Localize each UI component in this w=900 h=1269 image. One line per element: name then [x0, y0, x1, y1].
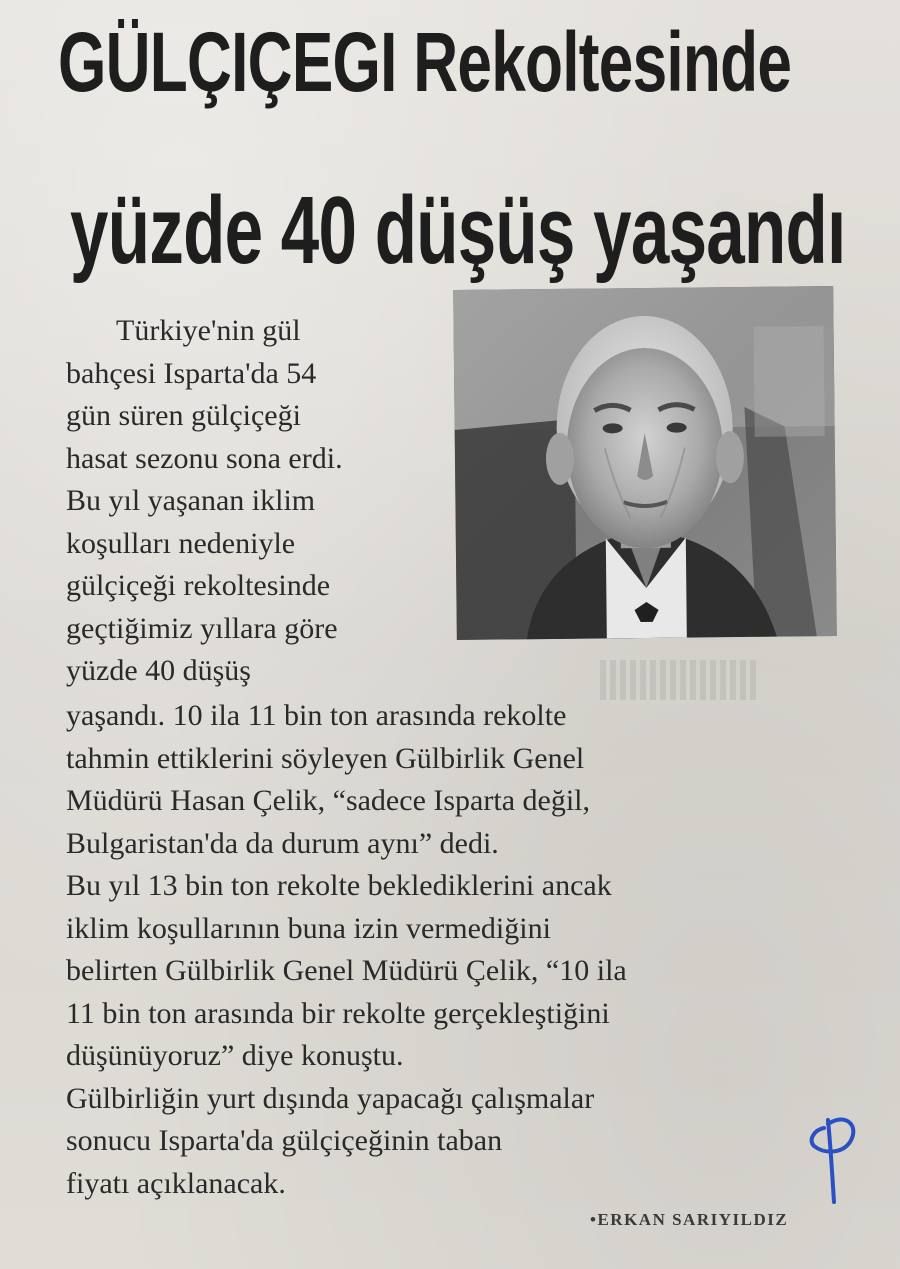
body-line: Türkiye'nin gül: [116, 314, 301, 347]
handwritten-p-mark-icon: [806, 1110, 862, 1210]
body-line: fiyatı açıklanacak.: [66, 1166, 286, 1200]
body-line: gün süren gülçiçeği: [66, 399, 301, 432]
body-line: Bulgaristan'da da durum aynı” dedi.: [66, 826, 499, 860]
body-line: düşünüyoruz” diye konuştu.: [66, 1039, 404, 1072]
headline-line-1: GÜLÇIÇEGI Rekoltesinde: [58, 15, 792, 109]
body-line: iklim koşullarının buna izin vermediğini: [66, 911, 551, 945]
byline: •ERKAN SARIYILDIZ: [590, 1210, 789, 1229]
portrait-image: [453, 286, 837, 640]
body-line: tahmin ettiklerini söyleyen Gülbirlik Genel: [66, 741, 585, 775]
body-line: bahçesi Isparta'da 54: [66, 356, 317, 390]
body-line: Müdürü Hasan Çelik, “sadece Isparta değil,: [66, 784, 590, 817]
article-body-full: [66, 695, 627, 1205]
body-line: 11 bin ton arasında bir rekolte gerçekleştiğini: [66, 996, 610, 1030]
article-body-narrow: [66, 310, 343, 693]
body-line: yüzde 40 düşüş: [66, 654, 251, 687]
body-line: yaşandı. 10 ila 11 bin ton arasında rekolte: [66, 699, 567, 732]
headline-line-2: yüzde 40 düşüş yaşandı: [70, 177, 846, 284]
body-line: geçtiğimiz yıllara göre: [66, 611, 338, 645]
body-line: koşulları nedeniyle: [66, 526, 296, 560]
body-line: Bu yıl yaşanan iklim: [66, 484, 316, 517]
body-line: sonucu Isparta'da gülçiçeğinin taban: [66, 1124, 503, 1157]
body-line: hasat sezonu sona erdi.: [66, 441, 343, 475]
portrait-photo: [453, 286, 837, 640]
body-line: gülçiçeği rekoltesinde: [66, 569, 331, 602]
body-line: Gülbirliğin yurt dışında yapacağı çalışmalar: [66, 1081, 595, 1115]
body-line: belirten Gülbirlik Genel Müdürü Çelik, “10 ila: [66, 954, 627, 987]
body-line: Bu yıl 13 bin ton rekolte beklediklerini ancak: [66, 869, 612, 902]
bleed-through-text: [600, 660, 760, 700]
